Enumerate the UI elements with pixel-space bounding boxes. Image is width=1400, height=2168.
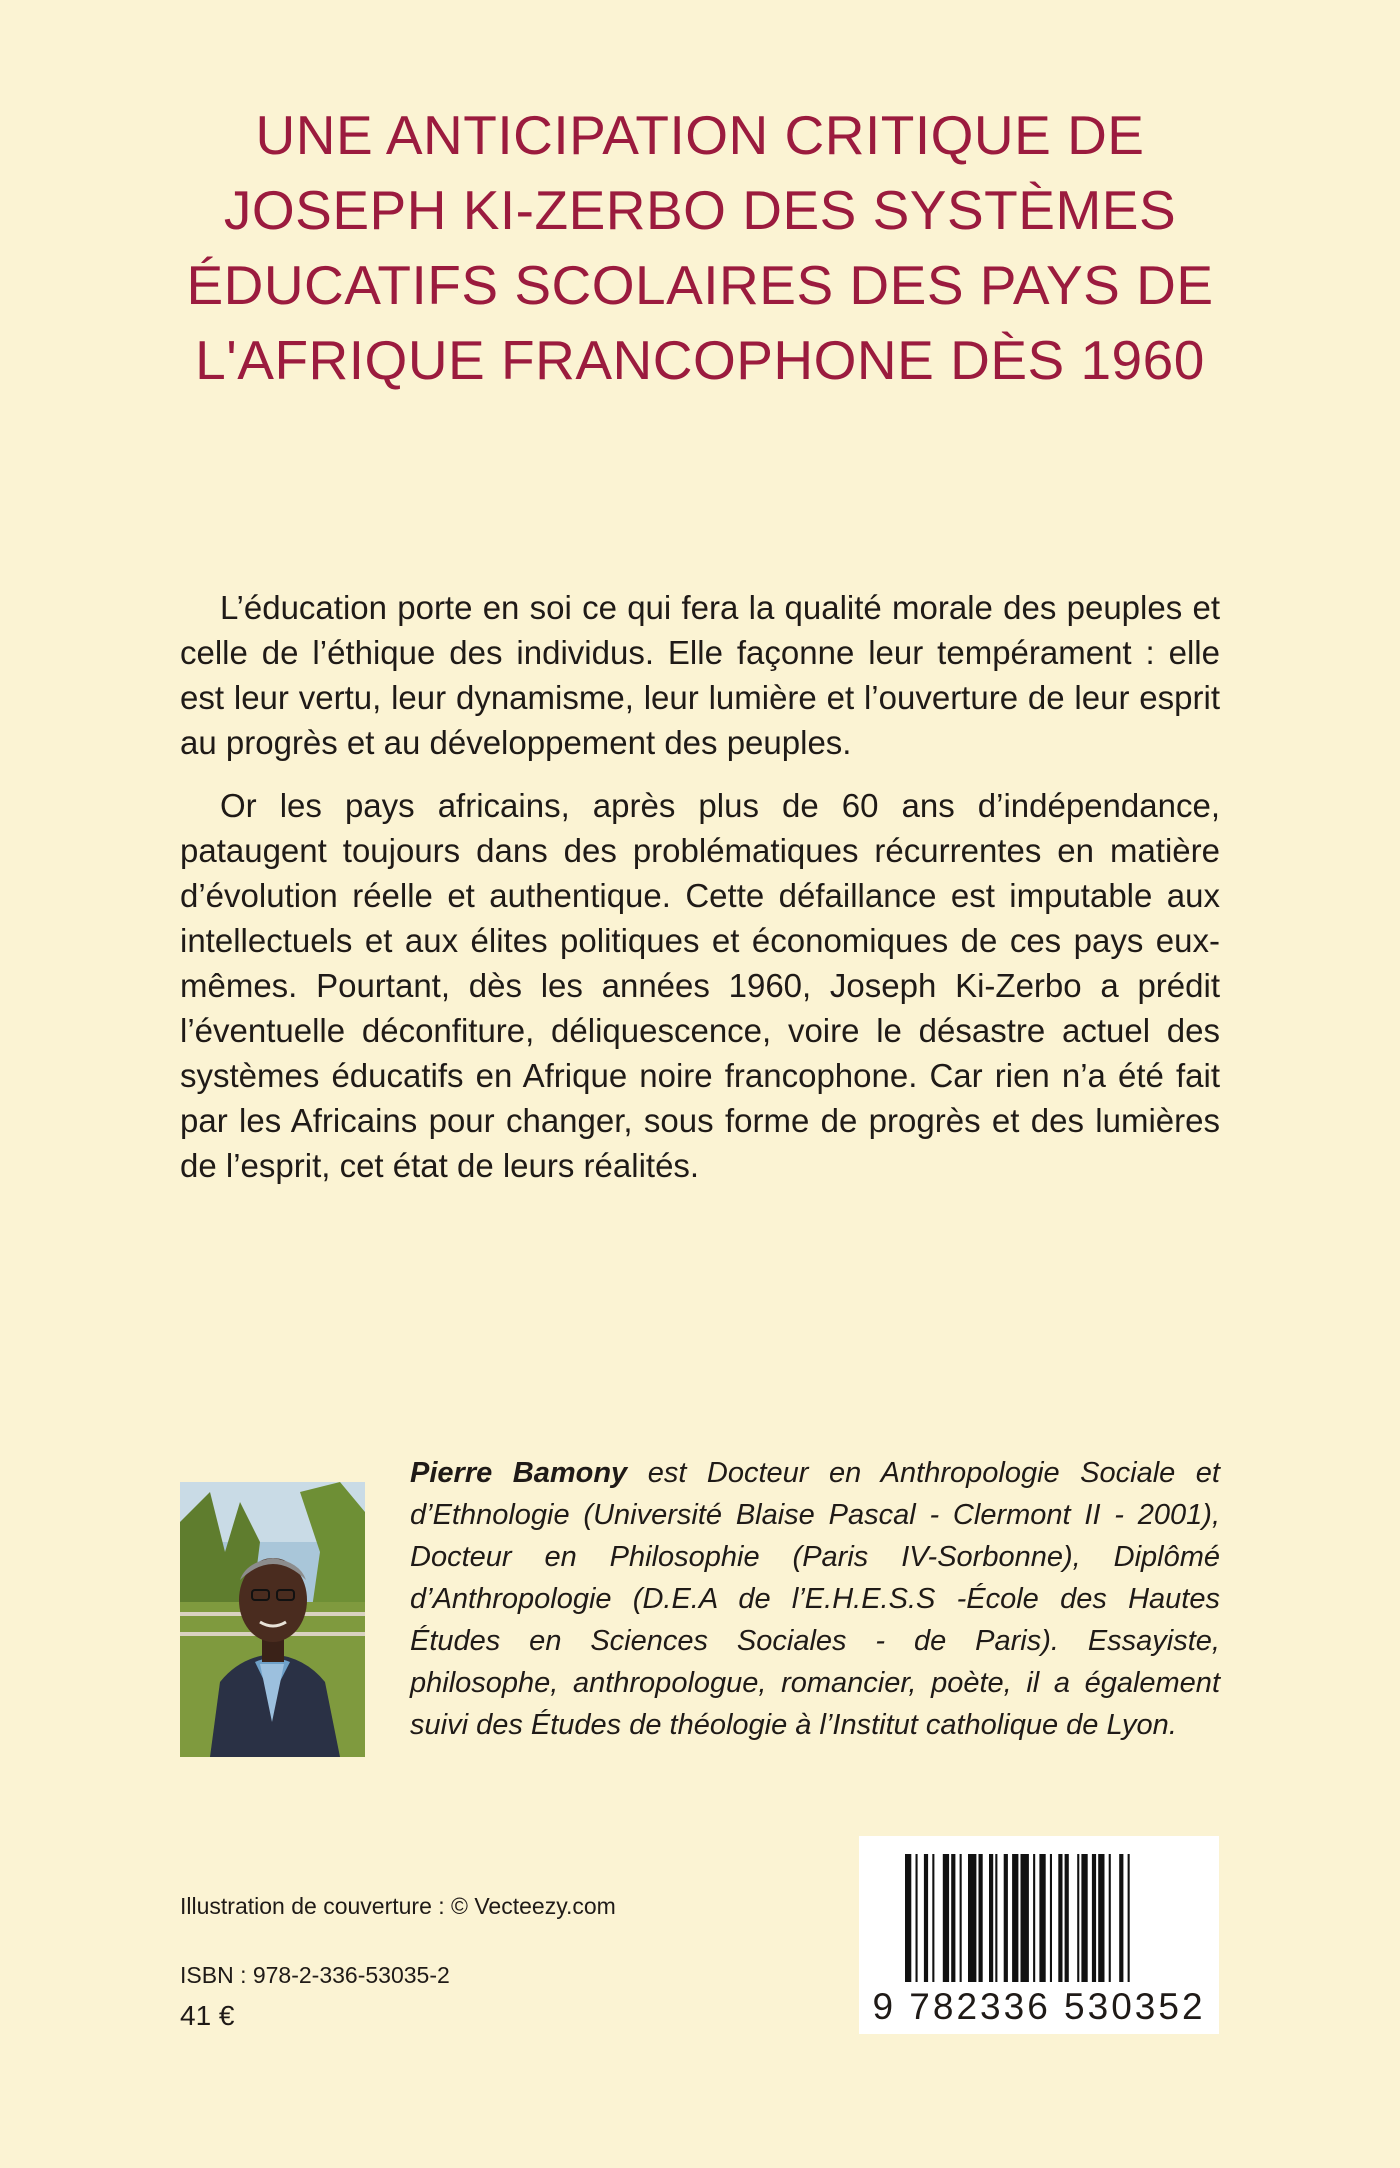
barcode-bar — [905, 1854, 911, 1982]
barcode-bar — [960, 1854, 962, 1982]
barcode-bar — [979, 1854, 983, 1982]
barcode-bar — [968, 1854, 976, 1982]
barcode-bar — [1039, 1854, 1045, 1982]
barcode-bar — [1058, 1854, 1062, 1982]
isbn: ISBN : 978-2-336-53035-2 — [180, 1962, 450, 1988]
title-line-3: ÉDUCATIFS SCOLAIRES DES PAYS DE — [186, 254, 1214, 316]
author-portrait-icon — [180, 1482, 365, 1757]
price: 41 € — [180, 2000, 235, 2031]
barcode-bar — [1004, 1854, 1008, 1982]
barcode-bar — [1033, 1854, 1035, 1982]
barcode-bar — [1081, 1854, 1087, 1982]
barcode-bar — [1050, 1854, 1052, 1982]
barcode-bar — [916, 1854, 918, 1982]
summary-paragraph-1: L’éducation porte en soi ce qui fera la qualité morale des peuples et celle de l’éthique des individus. Elle façonne leur tempérament : elle est leur vertu, leur dynamisme, leur lumière et l’ouverture de leur esprit au progrès et au développement des peuples. — [180, 589, 1220, 761]
cover-illustration-credit: Illustration de couverture : © Vecteezy.com — [180, 1893, 616, 1919]
barcode-bar — [1012, 1854, 1018, 1982]
barcode — [859, 1836, 1219, 2034]
barcode-bar — [1077, 1854, 1079, 1982]
barcode-bar — [1021, 1854, 1029, 1982]
author-photo — [180, 1482, 365, 1757]
title-line-4: L'AFRIQUE FRANCOPHONE DÈS 1960 — [195, 329, 1205, 391]
barcode-bar — [989, 1854, 993, 1982]
barcode-bar — [1109, 1854, 1111, 1982]
barcode-bar — [1119, 1854, 1123, 1982]
book-title — [150, 98, 1250, 398]
barcode-icon — [859, 1836, 1219, 1986]
barcode-bar — [932, 1854, 934, 1982]
author-bio-text: est Docteur en Anthropologie Sociale et d’Ethnologie (Université Blaise Pascal - Clermont II - 2001), Docteur en Philosophie (Paris IV-Sorbonne), Diplômé d’Anthropologie (D.E.A de l’E.H.E.S.S -École des Hautes Études en Sciences Sociales - de Paris). Essayiste, philosophe, anthropologue, romancier, poète, il a également suivi des Études de théologie à l’Institut catholique de Lyon. — [410, 1457, 1220, 1741]
barcode-digits: 9 782336 530352 — [872, 1986, 1206, 2027]
barcode-bar — [1098, 1854, 1104, 1982]
title-line-2: JOSEPH KI-ZERBO DES SYSTÈMES — [223, 179, 1177, 241]
barcode-bar — [1092, 1854, 1096, 1982]
title-line-1: UNE ANTICIPATION CRITIQUE DE — [255, 104, 1145, 166]
author-biography — [410, 1452, 1220, 1746]
barcode-bar — [1128, 1854, 1130, 1982]
author-name: Pierre Bamony — [410, 1457, 628, 1489]
barcode-bar — [943, 1854, 949, 1982]
barcode-bar — [995, 1854, 997, 1982]
barcode-bar — [924, 1854, 928, 1982]
summary-paragraph-2: Or les pays africains, après plus de 60 ans d’indépendance, pataugent toujours dans des problématiques récurrentes en matière d’évolution réelle et authentique. Cette défaillance est imputable aux intellectuels et aux élites politiques et économiques de ces pays eux-mêmes. Pourtant, dès les années 1960, Joseph Ki-Zerbo a prédit l’éventuelle déconfiture, déliquescence, voire le désastre actuel des systèmes éducatifs en Afrique noire francophone. Car rien n’a été fait par les Africains pour changer, sous forme de progrès et des lumières de l’esprit, cet état de leurs réalités. — [180, 787, 1220, 1184]
barcode-bar — [951, 1854, 955, 1982]
barcode-bar — [1065, 1854, 1069, 1982]
back-cover-summary — [180, 585, 1220, 1206]
